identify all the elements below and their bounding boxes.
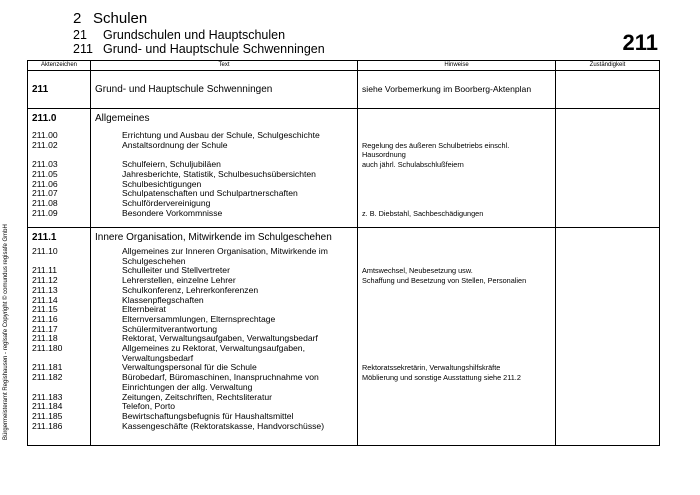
file-subject: Bürobedarf, Büromaschinen, Inanspruchnahme von bbox=[122, 373, 319, 383]
hint-line: Amtswechsel, Neubesetzung usw. bbox=[362, 266, 473, 276]
file-subject: Elternbeirat bbox=[122, 305, 166, 315]
responsibility-cell bbox=[556, 71, 660, 109]
hint-line: z. B. Diebstahl, Sachbeschädigungen bbox=[362, 208, 484, 218]
file-code: 211.03 bbox=[32, 160, 58, 170]
hint-line: Rektoratssekretärin, Verwaltungshilfskräfte bbox=[362, 363, 501, 373]
column-header-aktenzeichen: Aktenzeichen bbox=[28, 61, 91, 71]
hint-line: Regelung des äußeren Schulbetriebs einschl. bbox=[362, 140, 510, 150]
file-subject: Zeitungen, Zeitschriften, Rechtsliteratur bbox=[122, 392, 272, 402]
hint-cell bbox=[358, 109, 556, 228]
file-subject: Schulgeschehen bbox=[122, 256, 186, 266]
heading-text: Schulen bbox=[93, 10, 148, 27]
hint-line bbox=[362, 393, 551, 403]
file-code bbox=[32, 150, 86, 160]
page-number: 211 bbox=[622, 30, 658, 55]
hint-list bbox=[362, 247, 551, 431]
file-code: 211.00 bbox=[32, 131, 58, 140]
column-header-text: Text bbox=[91, 61, 358, 71]
side-copyright-note bbox=[3, 95, 15, 440]
hint-line bbox=[362, 315, 551, 325]
file-code: 211.08 bbox=[32, 198, 58, 208]
hint-line bbox=[362, 189, 551, 199]
file-subject: Schulleiter und Stellvertreter bbox=[122, 266, 230, 276]
file-subject: Besondere Vorkommnisse bbox=[122, 208, 223, 218]
file-subject: Telefon, Porto bbox=[122, 402, 176, 412]
file-subject: Schulfeiern, Schuljubiläen bbox=[122, 160, 221, 170]
aktenzeichen-cell bbox=[28, 228, 91, 446]
file-subject: Bewirtschaftungsbefugnis für Haushaltsmittel bbox=[122, 411, 294, 421]
file-subject: Schulpatenschaften und Schulpartnerschaften bbox=[122, 189, 298, 199]
heading-number: 211 bbox=[73, 42, 93, 56]
file-code: 211.07 bbox=[32, 189, 58, 199]
hint-line bbox=[362, 247, 551, 257]
hint-line bbox=[362, 180, 551, 190]
responsibility-cell bbox=[556, 228, 660, 446]
code-list bbox=[32, 131, 86, 218]
file-code: 211.10 bbox=[32, 247, 58, 256]
file-subject: Schulkonferenz, Lehrerkonferenzen bbox=[122, 285, 259, 295]
side-copyright-text: Bürgermeisteramt Regishausen - reglsafe Copyright © comundus regisafe GmbH bbox=[3, 224, 9, 440]
file-code: 211.02 bbox=[32, 140, 58, 150]
file-subject: Einrichtungen der allg. Verwaltung bbox=[122, 382, 253, 392]
file-subject: Rektorat, Verwaltungsaufgaben, Verwaltungsbedarf bbox=[122, 334, 318, 344]
file-subject: Jahresberichte, Statistik, Schulbesuchsübersichten bbox=[122, 169, 316, 179]
table-header-row bbox=[28, 61, 660, 71]
hint-line bbox=[362, 325, 551, 335]
heading-number: 2 bbox=[73, 10, 82, 27]
aktenzeichen: 211 bbox=[32, 83, 49, 95]
hint-line bbox=[362, 170, 551, 180]
file-subject: Klassenpflegschaften bbox=[122, 295, 204, 305]
file-subject: Allgemeines zur Inneren Organisation, Mitwirkende im bbox=[122, 247, 328, 256]
responsibility-cell bbox=[556, 109, 660, 228]
file-subject: Anstaltsordnung der Schule bbox=[122, 140, 228, 150]
file-code: 211.14 bbox=[32, 295, 58, 305]
table-row-211-0 bbox=[28, 109, 660, 228]
table-row-211-1 bbox=[28, 228, 660, 446]
file-code: 211.17 bbox=[32, 324, 58, 334]
file-subject: Schülermitverantwortung bbox=[122, 324, 218, 334]
file-code: 211.18 bbox=[32, 334, 58, 344]
heading-level-3 bbox=[73, 42, 325, 56]
code-list bbox=[32, 247, 86, 431]
hint-line bbox=[362, 422, 551, 432]
file-code bbox=[32, 383, 86, 393]
file-code: 211.05 bbox=[32, 169, 58, 179]
hint-line: Schaffung und Besetzung von Stellen, Personalien bbox=[362, 276, 527, 286]
file-code: 211.182 bbox=[32, 373, 63, 383]
file-code: 211.06 bbox=[32, 179, 58, 189]
hint-line bbox=[362, 296, 551, 306]
file-code: 211.185 bbox=[32, 411, 63, 421]
file-subject: Verwaltungsbedarf bbox=[122, 353, 194, 363]
file-code: 211.09 bbox=[32, 208, 58, 218]
column-header-zustaendigkeit: Zuständigkeit bbox=[556, 61, 660, 71]
file-code: 211.183 bbox=[32, 392, 63, 402]
hint-line bbox=[362, 354, 551, 364]
file-code: 211.11 bbox=[32, 266, 58, 276]
section-code: 211.0 bbox=[32, 113, 57, 124]
file-subject: Errichtung und Ausbau der Schule, Schulgeschichte bbox=[122, 131, 320, 140]
file-subject: Kassengeschäfte (Rektoratskasse, Handvorschüsse) bbox=[122, 421, 325, 431]
heading-level-1 bbox=[73, 10, 147, 27]
file-code bbox=[32, 354, 86, 364]
file-subject: Schulbesichtigungen bbox=[122, 179, 202, 189]
file-subject bbox=[122, 150, 353, 160]
file-title: Grund- und Hauptschule Schwenningen bbox=[95, 83, 273, 95]
heading-level-2 bbox=[73, 28, 285, 42]
heading-number: 21 bbox=[73, 28, 87, 42]
hint-line bbox=[362, 257, 551, 267]
file-code: 211.13 bbox=[32, 285, 58, 295]
hint-cell bbox=[358, 228, 556, 446]
heading-text: Grundschulen und Hauptschulen bbox=[103, 28, 286, 42]
hint-line bbox=[362, 412, 551, 422]
file-code: 211.12 bbox=[32, 276, 58, 286]
section-code: 211.1 bbox=[32, 232, 57, 243]
file-plan-table bbox=[27, 60, 660, 446]
hint-line bbox=[362, 199, 551, 209]
text-list bbox=[95, 247, 353, 431]
aktenzeichen-cell bbox=[28, 71, 91, 109]
file-code: 211.181 bbox=[32, 363, 63, 373]
file-subject: Verwaltungspersonal für die Schule bbox=[122, 363, 257, 373]
hint-line: Möblierung und sonstige Ausstattung siehe 211.2 bbox=[362, 373, 521, 383]
hint-line: Hausordnung bbox=[362, 150, 406, 160]
file-code: 211.186 bbox=[32, 421, 63, 431]
text-cell bbox=[91, 228, 358, 446]
aktenzeichen-cell bbox=[28, 109, 91, 228]
hint-line bbox=[362, 402, 551, 412]
file-code: 211.16 bbox=[32, 314, 58, 324]
heading-text: Grund- und Hauptschule Schwenningen bbox=[103, 42, 325, 56]
hint-text: siehe Vorbemerkung im Boorberg-Aktenplan bbox=[362, 83, 532, 94]
file-code: 211.184 bbox=[32, 402, 63, 412]
hint-cell bbox=[358, 71, 556, 109]
hint-line bbox=[362, 344, 551, 354]
section-title: Innere Organisation, Mitwirkende im Schulgeschehen bbox=[95, 232, 332, 243]
table-row-211 bbox=[28, 71, 660, 109]
file-subject: Allgemeines zu Rektorat, Verwaltungsaufgaben, bbox=[122, 344, 305, 354]
hint-line bbox=[362, 334, 551, 344]
file-subject: Schulfördervereinigung bbox=[122, 198, 211, 208]
hint-line bbox=[362, 131, 551, 141]
hint-line bbox=[362, 286, 551, 296]
text-cell bbox=[91, 109, 358, 228]
hint-line: auch jährl. Schulabschlußfeiern bbox=[362, 160, 464, 170]
text-cell bbox=[91, 71, 358, 109]
file-subject: Lehrerstellen, einzelne Lehrer bbox=[122, 276, 236, 286]
section-title: Allgemeines bbox=[95, 113, 150, 124]
hint-line bbox=[362, 383, 551, 393]
text-list bbox=[95, 131, 353, 218]
hint-line bbox=[362, 305, 551, 315]
file-code bbox=[32, 257, 86, 267]
hint-list bbox=[362, 131, 551, 218]
file-code: 211.180 bbox=[32, 344, 63, 354]
file-subject: Elternversammlungen, Elternsprechtage bbox=[122, 314, 276, 324]
file-code: 211.15 bbox=[32, 305, 58, 315]
column-header-hinweise: Hinweise bbox=[358, 61, 556, 71]
